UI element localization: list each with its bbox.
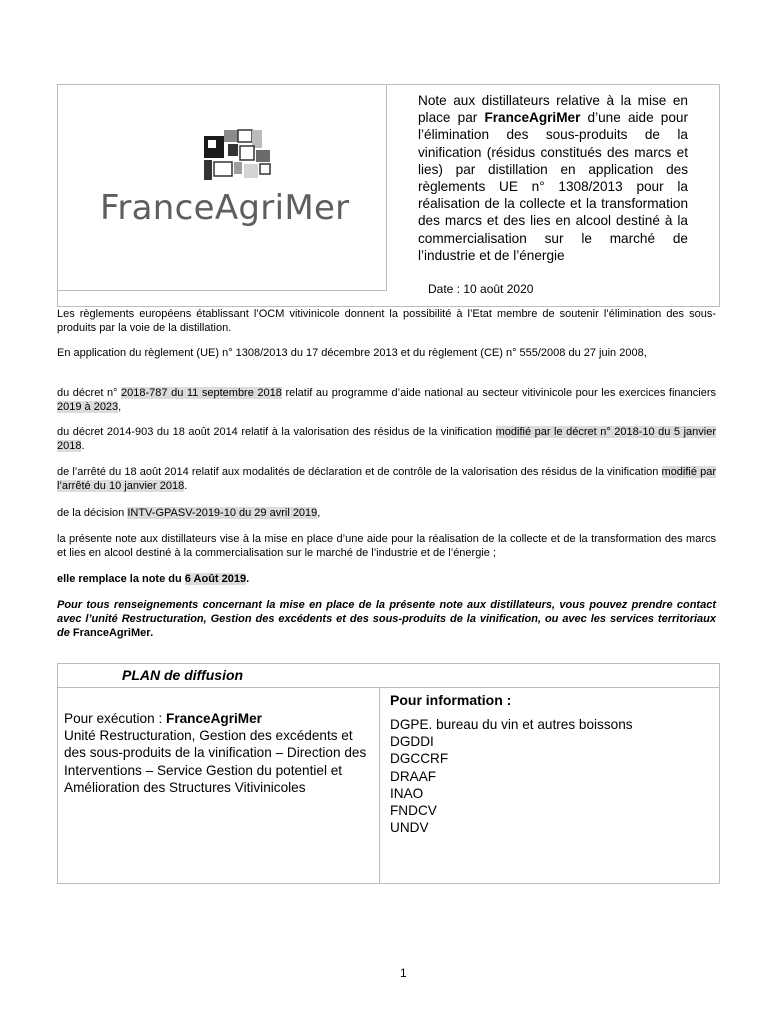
paragraph-replaces bbox=[57, 572, 716, 586]
plan-header-rule bbox=[57, 687, 720, 688]
information-item: DGCCRF bbox=[390, 751, 449, 767]
information-list bbox=[390, 716, 633, 836]
text-run: . bbox=[150, 627, 154, 639]
information-item: DGPE. bureau du vin et autres boissons bbox=[390, 717, 633, 732]
note-title bbox=[418, 92, 688, 264]
text-run: de l’arrêté du 18 août 2014 relatif aux modalités de déclaration et de contrôle de la valorisation des résidus de la vinification bbox=[57, 466, 662, 478]
text-run: elle remplace la note du bbox=[57, 573, 185, 585]
plan-column-divider bbox=[379, 687, 380, 884]
highlight-amendment: modifié par le décret n° 2018-10 du 5 janvier 2018 bbox=[57, 426, 716, 452]
text-run: Pour tous renseignements concernant la mise en place de la présente note aux distillateurs, vous pouvez prendre contact avec l’unité Restructuration, Gestion des excédents et des sous-produits de la vinification, ou avec les services territoriaux de bbox=[57, 599, 716, 639]
paragraph-decree-2018 bbox=[57, 386, 716, 414]
plan-title: PLAN de diffusion bbox=[122, 667, 244, 683]
text-run: , bbox=[317, 507, 321, 519]
paragraph-purpose: la présente note aux distillateurs vise à la mise en place d’une aide pour la réalisation de la collecte et de la transformation des marcs et lies en alcool destiné à la commercialisation sur le marché de l’industrie et de l’énergie ; bbox=[57, 533, 716, 559]
paragraph-regulation: En application du règlement (UE) n° 1308/2013 du 17 décembre 2013 et du règlement (CE) n° 555/2008 du 27 juin 2008, bbox=[57, 347, 647, 359]
execution-label: Pour exécution : bbox=[64, 711, 167, 726]
header-bottom-rule bbox=[57, 290, 387, 291]
text-run: relatif au programme d’aide national au secteur vitivinicole pour les exercices financiers bbox=[281, 387, 716, 399]
paragraph-decree-2014 bbox=[57, 425, 716, 453]
text-run: de la décision bbox=[57, 507, 128, 519]
information-item: INAO bbox=[390, 785, 424, 801]
information-item: DRAAF bbox=[390, 768, 437, 784]
highlight-years: 2019 à 2023 bbox=[57, 401, 119, 413]
execution-cell bbox=[64, 710, 376, 796]
title-org: FranceAgriMer bbox=[484, 110, 581, 126]
information-item: DGDDI bbox=[390, 734, 434, 750]
paragraph-decision bbox=[57, 506, 716, 520]
highlight-decision: INTV-GPASV-2019-10 du 29 avril 2019 bbox=[127, 507, 318, 519]
information-heading: Pour information : bbox=[390, 692, 512, 708]
information-item: UNDV bbox=[390, 820, 429, 836]
contact-org: FranceAgriMer bbox=[72, 627, 151, 639]
page-number: 1 bbox=[400, 966, 407, 980]
text-run: . bbox=[246, 573, 250, 585]
execution-detail: Unité Restructuration, Gestion des excédents et des sous-produits de la vinification – Direction des Interventions – Service Gestion du potentiel et Amélioration des Structures Vitivinicoles bbox=[64, 728, 367, 795]
highlight-arrete: modifié par l’arrêté du 10 janvier 2018 bbox=[57, 466, 716, 492]
text-run: du décret 2014-903 du 18 août 2014 relatif à la valorisation des résidus de la vinification bbox=[57, 426, 496, 438]
logo-mark-icon bbox=[198, 128, 278, 192]
note-date: Date : 10 août 2020 bbox=[428, 282, 534, 296]
highlight-decree: 2018-787 du 11 septembre 2018 bbox=[121, 387, 282, 399]
paragraph-intro: Les règlements européens établissant l’OCM vitivinicole donnent la possibilité à l’Etat membre de soutenir l’élimination des sous-produits par la voie de la distillation. bbox=[57, 308, 716, 334]
title-text-end: d’une aide pour l’élimination des sous-produits de la vinification (résidus constitués des marcs et lies) par distillation en application des règlements UE n° 1308/2013 pour la réalisation de la collecte et la transformation des marcs et des lies en alcool destiné à la commercialisation sur le marché de l’industrie et de l’énergie bbox=[418, 110, 688, 263]
title-text-start: Note aux distillateurs relative à la mise en place par bbox=[418, 93, 688, 126]
paragraph-arrete bbox=[57, 465, 716, 493]
header-divider bbox=[386, 84, 387, 291]
logo-wordmark: FranceAgriMer bbox=[100, 188, 350, 228]
text-run: , bbox=[118, 401, 122, 413]
execution-org: FranceAgriMer bbox=[166, 711, 262, 726]
text-run: . bbox=[81, 440, 85, 452]
text-run: du décret n° bbox=[57, 387, 122, 399]
highlight-date: 6 Août 2019 bbox=[184, 573, 247, 585]
information-item: FNDCV bbox=[390, 803, 437, 819]
text-run: . bbox=[184, 480, 188, 492]
paragraph-contact bbox=[57, 598, 716, 640]
